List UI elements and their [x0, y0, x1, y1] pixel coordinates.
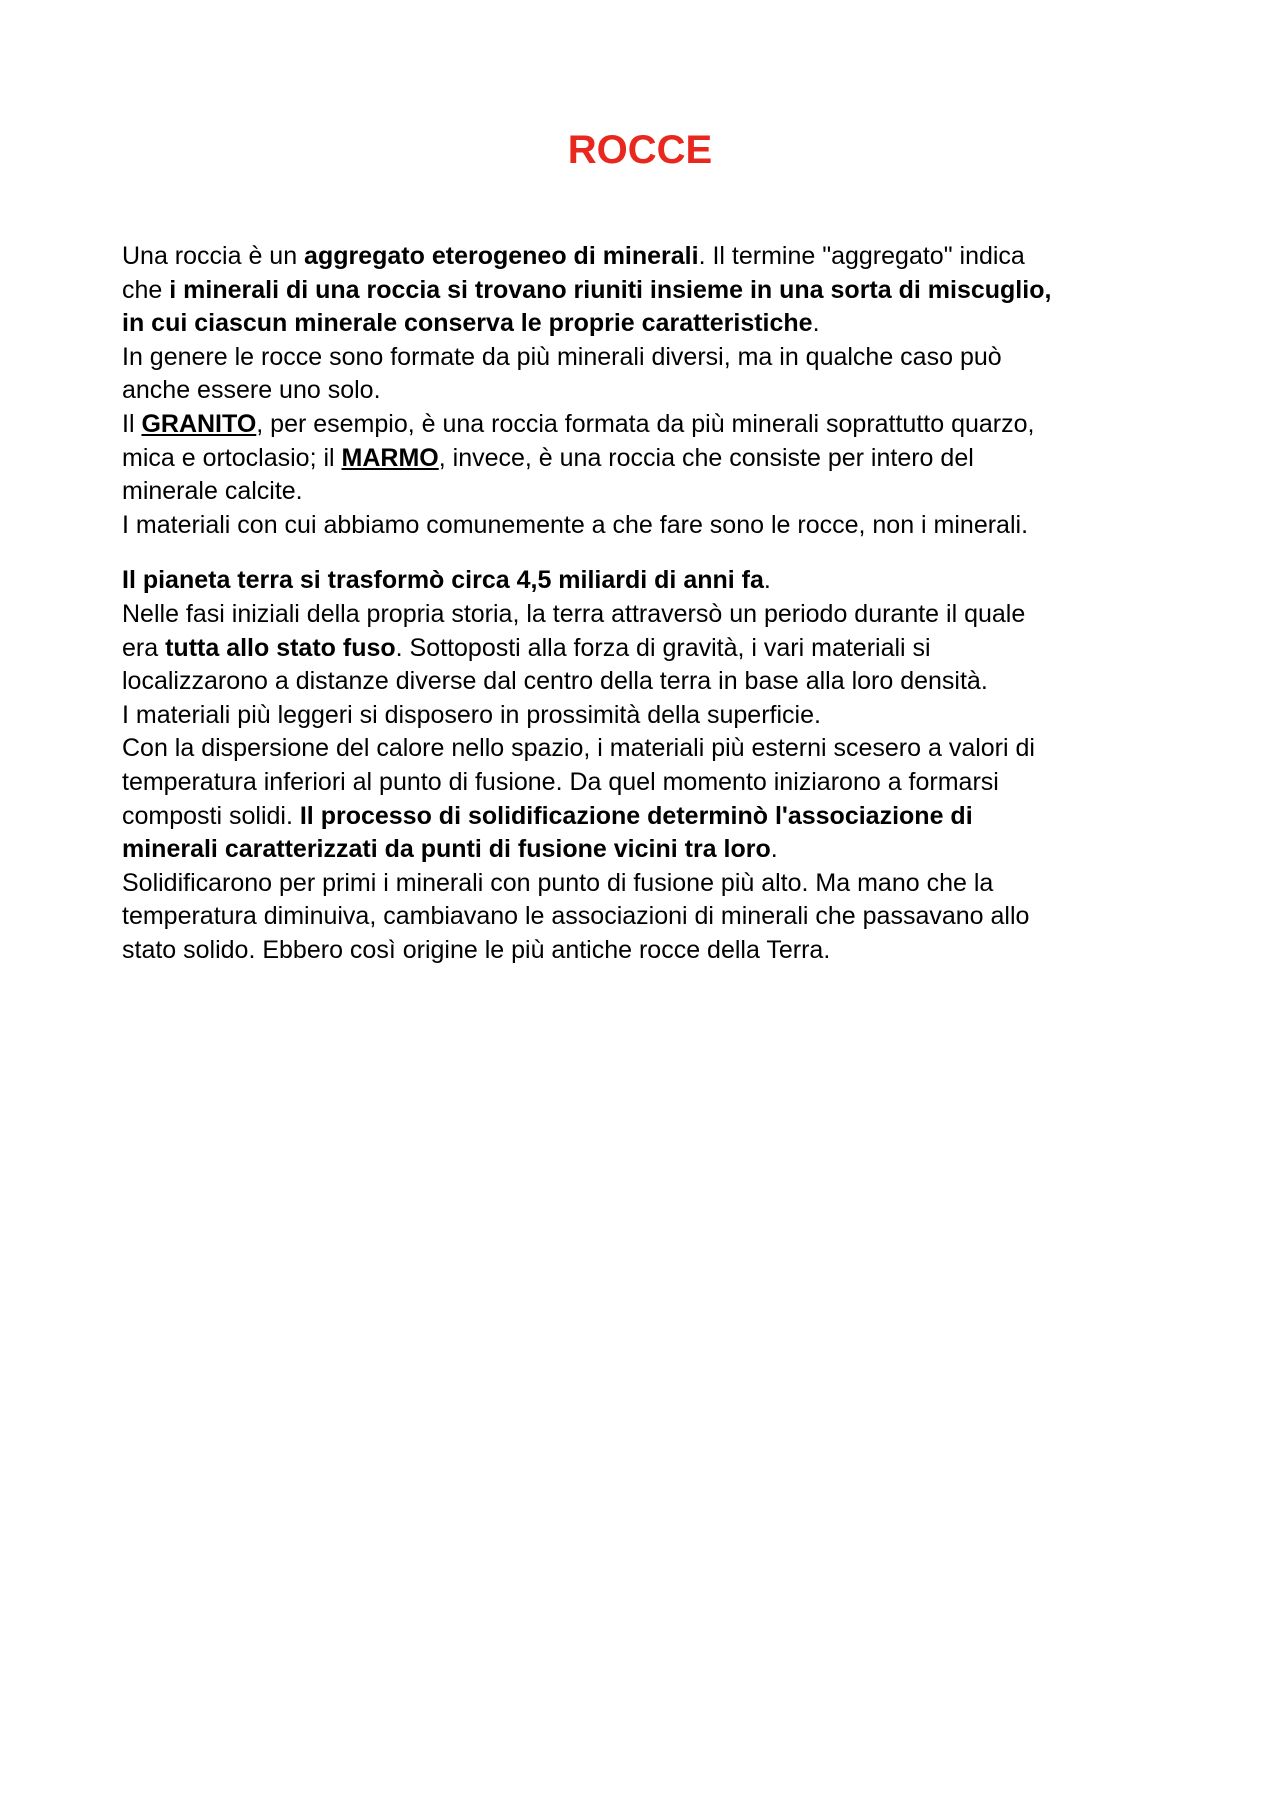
text-run: . Il termine "aggregato" indica — [698, 242, 1025, 270]
text-run: mica e ortoclasio; il — [122, 443, 342, 472]
text-run: composti solidi. — [122, 801, 300, 830]
paragraph-earth-formation — [122, 564, 1182, 967]
text-run: , invece, è una roccia che consiste per intero del — [438, 443, 974, 472]
text-run: . Sottoposti alla forza di gravità, i vari materiali si — [395, 633, 931, 662]
bold-text: in cui ciascun minerale conserva le proprie caratteristiche — [122, 309, 813, 338]
text-line — [122, 240, 1182, 274]
bold-text: i minerali di una roccia si trovano riuniti insieme in una sorta di miscuglio, — [169, 275, 1052, 304]
text-line: Nelle fasi iniziali della propria storia, la terra attraversò un periodo durante il quale — [122, 599, 1026, 628]
text-line: temperatura inferiori al punto di fusione. Da quel momento iniziarono a formarsi — [122, 767, 999, 796]
text-run: , per esempio, è una roccia formata da più minerali soprattutto quarzo, — [256, 409, 1035, 438]
text-line: minerale calcite. — [122, 477, 303, 506]
text-line: localizzarono a distanze diverse dal centro della terra in base alla loro densità. — [122, 667, 988, 696]
text-line — [122, 442, 1182, 476]
marmo-keyword: MARMO — [341, 443, 439, 472]
text-line: In genere le rocce sono formate da più minerali diversi, ma in qualche caso può — [122, 342, 1002, 371]
text-line — [122, 833, 1182, 867]
text-line: Con la dispersione del calore nello spazio, i materiali più esterni scesero a valori di — [122, 734, 1035, 763]
text-run: . — [763, 566, 771, 595]
text-run: Il — [122, 409, 142, 438]
text-line: I materiali più leggeri si disposero in prossimità della superficie. — [122, 700, 821, 729]
paragraph-spacer — [122, 542, 1182, 564]
granito-keyword: GRANITO — [141, 409, 257, 438]
bold-text: Il pianeta terra si trasformò circa 4,5 miliardi di anni fa — [122, 566, 764, 595]
page-title: ROCCE — [567, 128, 713, 172]
text-run: . — [812, 309, 820, 338]
text-line: I materiali con cui abbiamo comunemente a che fare sono le rocce, non i minerali. — [122, 510, 1029, 539]
text-line — [122, 408, 1182, 442]
bold-text: aggregato eterogeneo di minerali — [304, 242, 699, 270]
document-body — [122, 240, 1182, 967]
text-line: anche essere uno solo. — [122, 376, 381, 405]
bold-text: tutta allo stato fuso — [165, 633, 396, 662]
text-line: stato solido. Ebbero così origine le più antiche rocce della Terra. — [122, 935, 831, 964]
text-line: Solidificarono per primi i minerali con punto di fusione più alto. Ma mano che la — [122, 868, 994, 897]
text-run: era — [122, 633, 166, 662]
text-line — [122, 274, 1182, 308]
text-line: temperatura diminuiva, cambiavano le associazioni di minerali che passavano allo — [122, 902, 1030, 931]
text-run: . — [770, 835, 778, 864]
bold-text: minerali caratterizzati da punti di fusione vicini tra loro — [122, 835, 771, 864]
text-line — [122, 632, 1182, 666]
bold-text: Il processo di solidificazione determinò l'associazione di — [299, 801, 973, 830]
text-line — [122, 564, 1182, 598]
text-line — [122, 307, 1182, 341]
paragraph-rocce-definition — [122, 240, 1182, 542]
text-line — [122, 800, 1182, 834]
text-run: che — [122, 275, 170, 304]
text-run: Una roccia è un — [122, 242, 305, 270]
